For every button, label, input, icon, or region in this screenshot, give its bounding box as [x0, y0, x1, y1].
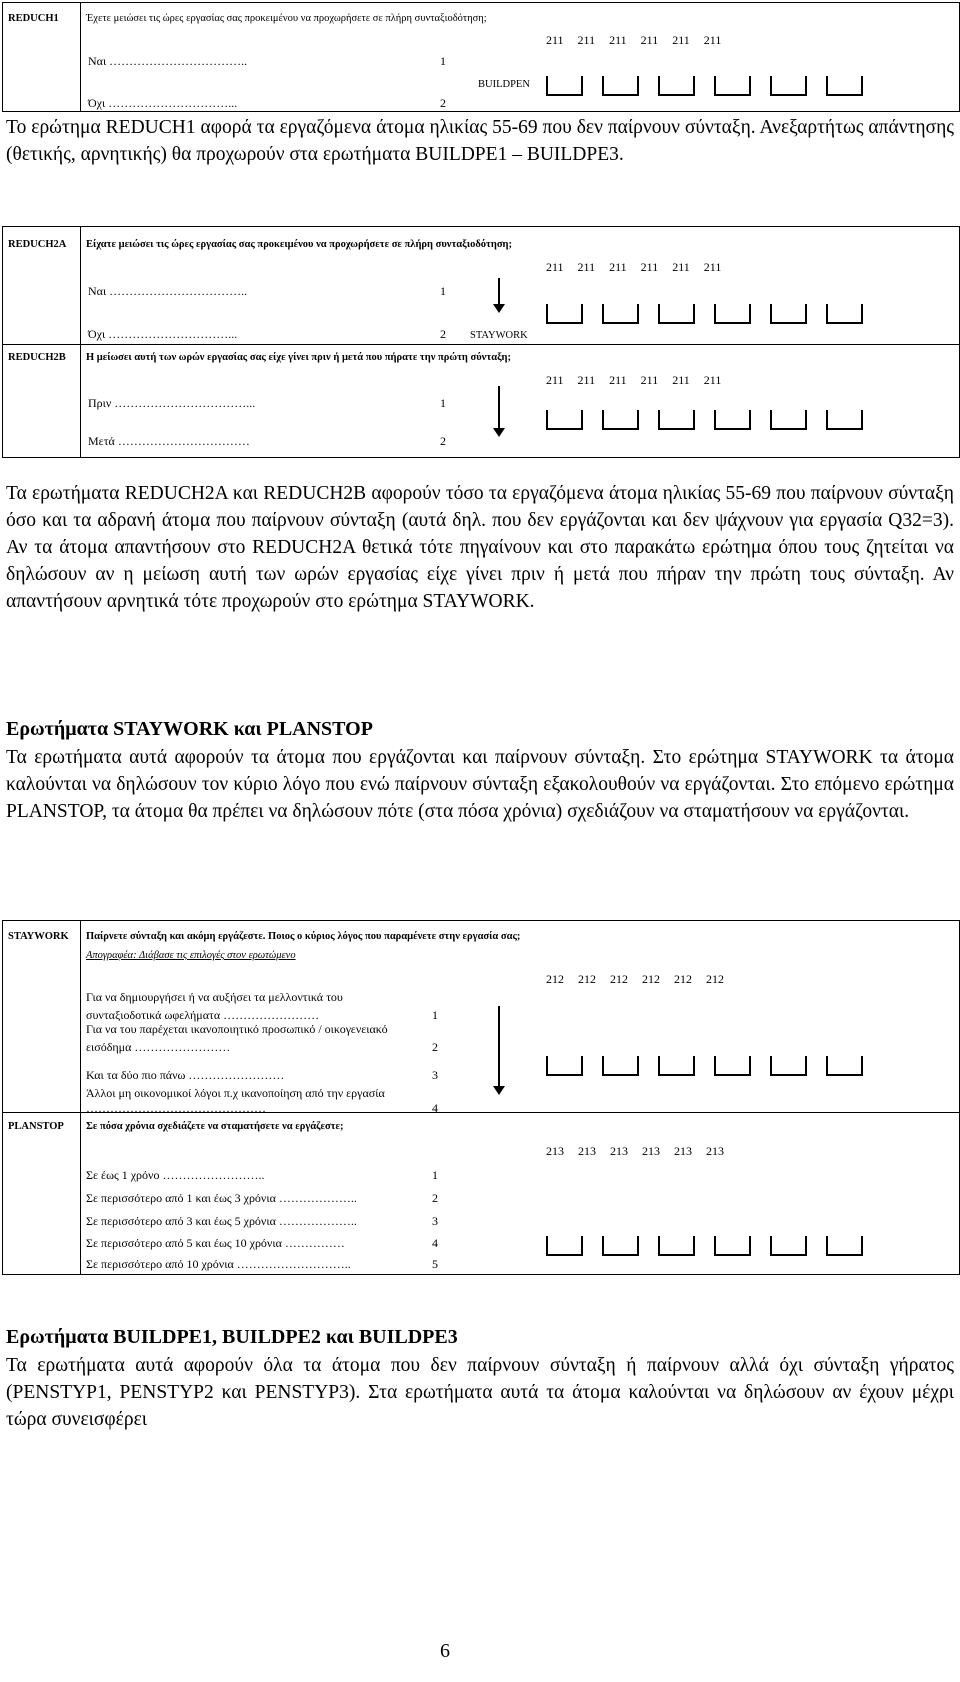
code-box[interactable] [658, 304, 695, 324]
code-box[interactable] [546, 1056, 583, 1076]
code-box[interactable] [770, 1056, 807, 1076]
staywork-codes: 212 212 212 212 212 212 [546, 972, 724, 986]
paragraph-staywork: Τα ερωτήματα αυτά αφορούν τα άτομα που εργάζονται και παίρνουν σύνταξη. Στο ερώτημα STAYWORK τα άτομα καλούνται να δηλώσουν τον κύριο λόγο που ενώ παίρνουν σύνταξη εξακολουθούν να εργάζονται. Στο επόμενο ερώτημα PLANSTOP, τα άτομα θα πρέπει να δηλώσουν πότε (στα πόσα χρόνια) σχεδιάζουν να σταματήσουν να εργάζονται. [6, 747, 954, 822]
code-box[interactable] [546, 410, 583, 430]
planstop-option-num: 5 [432, 1257, 438, 1271]
reduch2a-question: Είχατε μειώσει τις ώρες εργασίας σας προκειμένου να προχωρήσετε σε πλήρη συνταξιοδότηση; [86, 239, 513, 250]
planstop-codes: 213 213 213 213 213 213 [546, 1144, 724, 1158]
staywork-option-1b: συνταξιοδοτικά ωφελήματα …………………… [86, 1008, 320, 1022]
code-box[interactable] [770, 410, 807, 430]
reduch1-option-no: Όχι …………………………... [88, 96, 238, 110]
planstop-option-num: 4 [432, 1236, 438, 1250]
planstop-question: Σε πόσα χρόνια σχεδιάζετε να σταματήσετε να εργάζεστε; [86, 1121, 344, 1132]
reduch2b-code: REDUCH2B [8, 352, 66, 363]
planstop-option-num: 2 [432, 1191, 438, 1205]
planstop-option: Σε έως 1 χρόνο …………………….. [86, 1168, 265, 1182]
staywork-option-4a: Άλλοι μη οικονομικοί λόγοι π.χ ικανοποίηση από την εργασία [86, 1086, 385, 1100]
planstop-option-num: 3 [432, 1214, 438, 1228]
paragraph-reduch2: Τα ερωτήματα REDUCH2A και REDUCH2B αφορούν τόσο τα εργαζόμενα άτομα ηλικίας 55-69 που παίρνουν σύνταξη όσο και τα αδρανή άτομα που παίρνουν σύνταξη (αυτά δηλ. που δεν εργάζονται και δεν ψάχνουν για εργασία Q32=3). Αν τα άτομα απαντήσουν στο REDUCH2A θετικά τότε πηγαίνουν και στο παρακάτω ερώτημα όπου τους ζητείται να δηλώσουν αν η μείωση αυτή των ωρών εργασίας είχε γίνει πριν ή μετά που πήραν την πρώτη τους σύνταξη. Αν απαντήσουν αρνητικά τότε προχωρούν στο ερώτημα STAYWORK. [6, 483, 954, 612]
code-box[interactable] [826, 410, 863, 430]
staywork-question: Παίρνετε σύνταξη και ακόμη εργάζεστε. Ποιος ο κύριος λόγος που παραμένετε στην εργασία σας; [86, 931, 521, 942]
staywork-option-4-num: 4 [432, 1101, 438, 1115]
arrow-down-icon [491, 278, 507, 314]
page-number: 6 [440, 1640, 450, 1662]
planstop-option: Σε περισσότερο από 10 χρόνια ……………………….. [86, 1257, 351, 1271]
reduch1-code: REDUCH1 [8, 13, 59, 24]
paragraph-reduch1: Το ερώτημα REDUCH1 αφορά τα εργαζόμενα άτομα ηλικίας 55-69 που δεν παίρνουν σύνταξη. Ανεξαρτήτως απάντησης (θετικής, αρνητικής) θα προχωρούν στα ερωτήματα BUILDPE1 – BUILDPE3. [6, 117, 954, 165]
arrow-down-icon [491, 1006, 507, 1096]
code-box[interactable] [770, 76, 807, 96]
staywork-option-1-num: 1 [432, 1008, 438, 1022]
reduch2a-code: REDUCH2A [8, 239, 67, 250]
reduch1-codes: 211 211 211 211 211 211 [546, 33, 722, 47]
reduch2b-option-before-num: 1 [440, 396, 446, 410]
code-box[interactable] [714, 304, 751, 324]
code-box[interactable] [770, 304, 807, 324]
code-box[interactable] [658, 1236, 695, 1256]
code-box[interactable] [714, 76, 751, 96]
code-box[interactable] [546, 1236, 583, 1256]
staywork-instruction: Απογραφέα: Διάβασε τις επιλογές στον ερωτώμενο [86, 950, 296, 961]
reduch2a-option-no: Όχι …………………………... [88, 327, 238, 341]
staywork-option-4b: ……………………………………… [86, 1101, 266, 1115]
reduch2b-codes: 211 211 211 211 211 211 [546, 373, 722, 387]
code-box[interactable] [714, 410, 751, 430]
reduch2a-option-no-num: 2 [440, 327, 446, 341]
staywork-option-3: Και τα δύο πιο πάνω …………………… [86, 1068, 285, 1082]
reduch1-question: Έχετε μειώσει τις ώρες εργασίας σας προκειμένου να προχωρήσετε σε πλήρη συνταξιοδότηση; [86, 13, 487, 24]
code-box[interactable] [602, 1056, 639, 1076]
heading-staywork-planstop: Ερωτήματα STAYWORK και PLANSTOP [6, 718, 373, 740]
staywork-option-1a: Για να δημιουργήσει ή να αυξήσει τα μελλοντικά του [86, 990, 343, 1004]
code-box[interactable] [602, 1236, 639, 1256]
reduch1-option-yes: Ναι …………………………….. [88, 54, 248, 68]
reduch1-goto: BUILDPEN [478, 79, 530, 90]
staywork-code: STAYWORK [8, 931, 69, 942]
code-box[interactable] [826, 1056, 863, 1076]
code-box[interactable] [826, 304, 863, 324]
reduch2a-option-yes-num: 1 [440, 284, 446, 298]
reduch1-option-yes-num: 1 [440, 54, 446, 68]
code-box[interactable] [546, 76, 583, 96]
code-box[interactable] [602, 304, 639, 324]
code-box[interactable] [658, 410, 695, 430]
code-box[interactable] [770, 1236, 807, 1256]
code-box[interactable] [714, 1056, 751, 1076]
paragraph-buildpe: Τα ερωτήματα αυτά αφορούν όλα τα άτομα που δεν παίρνουν σύνταξη ή παίρνουν αλλά όχι σύνταξη γήρατος (PENSTYP1, PENSTYP2 και PENSTYP3). Στα ερωτήματα αυτά τα άτομα καλούνται να δηλώσουν αν έχουν μέχρι τώρα συνεισφέρει [6, 1355, 954, 1430]
planstop-option: Σε περισσότερο από 1 και έως 3 χρόνια ……………….. [86, 1191, 357, 1205]
code-box[interactable] [602, 410, 639, 430]
planstop-option: Σε περισσότερο από 5 και έως 10 χρόνια …………… [86, 1236, 345, 1250]
planstop-option-num: 1 [432, 1168, 438, 1182]
code-box[interactable] [714, 1236, 751, 1256]
code-box[interactable] [658, 76, 695, 96]
arrow-down-icon [491, 386, 507, 438]
planstop-code: PLANSTOP [8, 1121, 64, 1132]
reduch2-table [2, 226, 960, 458]
heading-buildpe: Ερωτήματα BUILDPE1, BUILDPE2 και BUILDPE3 [6, 1326, 458, 1348]
reduch2b-question: Η μείωσει αυτή των ωρών εργασίας σας είχε γίνει πριν ή μετά που πήρατε την πρώτη σύνταξη; [86, 352, 511, 363]
code-box[interactable] [826, 76, 863, 96]
code-box[interactable] [602, 76, 639, 96]
reduch2a-codes: 211 211 211 211 211 211 [546, 260, 722, 274]
staywork-option-2a: Για να του παρέχεται ικανοποιητικό προσωπικό / οικογενειακό [86, 1022, 388, 1036]
planstop-option: Σε περισσότερο από 3 και έως 5 χρόνια ……………….. [86, 1214, 357, 1228]
reduch2b-option-before: Πριν ……………………………... [88, 396, 256, 410]
code-box[interactable] [546, 304, 583, 324]
reduch2b-option-after: Μετά …………………………… [88, 434, 250, 448]
code-box[interactable] [658, 1056, 695, 1076]
code-box[interactable] [826, 1236, 863, 1256]
reduch2b-option-after-num: 2 [440, 434, 446, 448]
reduch2a-option-yes: Ναι …………………………….. [88, 284, 248, 298]
staywork-option-2-num: 2 [432, 1040, 438, 1054]
staywork-option-3-num: 3 [432, 1068, 438, 1082]
reduch1-option-no-num: 2 [440, 96, 446, 110]
reduch2a-goto: STAYWORK [470, 330, 528, 341]
staywork-option-2b: εισόδημα …………………… [86, 1040, 231, 1054]
